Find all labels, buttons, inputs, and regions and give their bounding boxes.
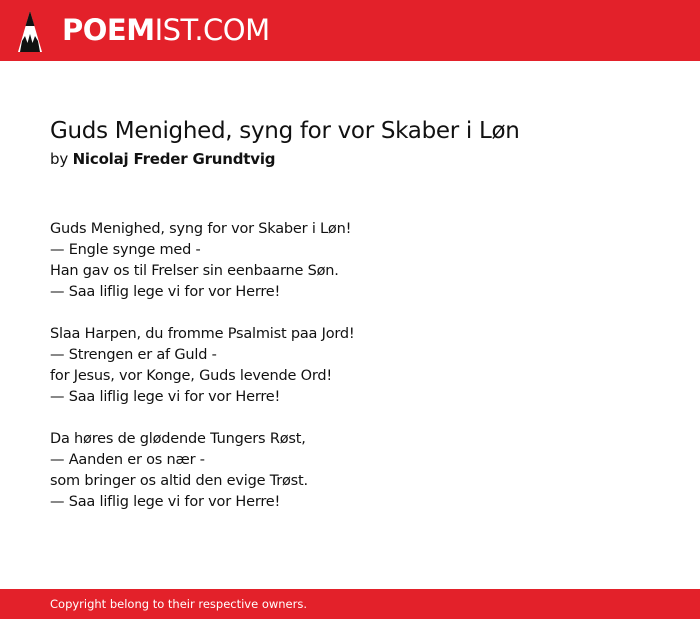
poem-line: som bringer os altid den evige Trøst. xyxy=(50,473,308,489)
poem-line: Slaa Harpen, du fromme Psalmist paa Jord! xyxy=(50,326,355,342)
stanza xyxy=(50,324,355,408)
stanza xyxy=(50,429,355,513)
copyright-text: Copyright belong to their respective owners. xyxy=(50,597,308,611)
byline xyxy=(50,149,275,169)
poem-line: — Saa liflig lege vi for vor Herre! xyxy=(50,494,281,510)
author-name[interactable]: Nicolaj Freder Grundtvig xyxy=(72,150,276,168)
poem-body xyxy=(50,219,355,513)
poem-line: — Aanden er os nær - xyxy=(50,452,205,468)
poem-title: Guds Menighed, syng for vor Skaber i Løn xyxy=(50,118,520,144)
poem-line: for Jesus, vor Konge, Guds levende Ord! xyxy=(50,368,332,384)
poem-line: — Saa liflig lege vi for vor Herre! xyxy=(50,389,281,405)
logo-light-part: IST.COM xyxy=(154,13,270,47)
poem-line: — Saa liflig lege vi for vor Herre! xyxy=(50,284,281,300)
poem-line: — Engle synge med - xyxy=(50,242,201,258)
stanza xyxy=(50,219,355,303)
site-logo[interactable] xyxy=(62,11,270,49)
poem-line: Da høres de glødende Tungers Røst, xyxy=(50,431,306,447)
site-header xyxy=(0,0,700,61)
logo-bold-part: POEM xyxy=(62,13,155,47)
site-footer xyxy=(0,589,700,619)
byline-prefix: by xyxy=(50,150,68,168)
pencil-tip-icon[interactable] xyxy=(17,10,43,52)
poem-line: Han gav os til Frelser sin eenbaarne Søn. xyxy=(50,263,339,279)
poem-line: — Strengen er af Guld - xyxy=(50,347,217,363)
poem-line: Guds Menighed, syng for vor Skaber i Løn! xyxy=(50,221,352,237)
